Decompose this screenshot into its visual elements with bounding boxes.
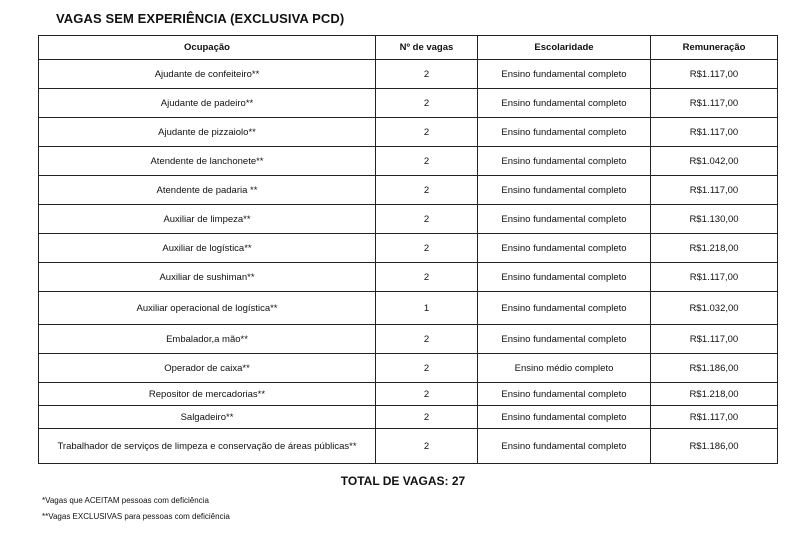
cell-ocupacao: Auxiliar de sushiman** (39, 263, 376, 292)
cell-ocupacao: Ajudante de confeiteiro** (39, 60, 376, 89)
cell-ocupacao: Auxiliar operacional de logística** (39, 292, 376, 325)
cell-vagas: 2 (376, 263, 478, 292)
cell-vagas: 2 (376, 406, 478, 429)
cell-remuneracao: R$1.186,00 (651, 429, 778, 464)
cell-escolaridade: Ensino fundamental completo (478, 234, 651, 263)
cell-ocupacao: Operador de caixa** (39, 354, 376, 383)
header-vagas: Nº de vagas (376, 36, 478, 60)
cell-vagas: 2 (376, 234, 478, 263)
cell-vagas: 2 (376, 147, 478, 176)
cell-ocupacao: Embalador,a mão** (39, 325, 376, 354)
cell-remuneracao: R$1.117,00 (651, 325, 778, 354)
cell-escolaridade: Ensino fundamental completo (478, 325, 651, 354)
cell-ocupacao: Auxiliar de logística** (39, 234, 376, 263)
vacancies-table (38, 35, 778, 464)
cell-vagas: 2 (376, 60, 478, 89)
cell-ocupacao: Salgadeiro** (39, 406, 376, 429)
cell-escolaridade: Ensino fundamental completo (478, 147, 651, 176)
page-title: VAGAS SEM EXPERIÊNCIA (EXCLUSIVA PCD) (56, 11, 345, 26)
cell-vagas: 2 (376, 176, 478, 205)
table-row (39, 292, 778, 325)
table-row (39, 60, 778, 89)
cell-ocupacao: Atendente de padaria ** (39, 176, 376, 205)
table-header-row (39, 36, 778, 60)
cell-remuneracao: R$1.117,00 (651, 176, 778, 205)
cell-escolaridade: Ensino fundamental completo (478, 89, 651, 118)
header-remuneracao: Remuneração (651, 36, 778, 60)
cell-remuneracao: R$1.218,00 (651, 234, 778, 263)
cell-remuneracao: R$1.117,00 (651, 118, 778, 147)
table-row (39, 429, 778, 464)
cell-remuneracao: R$1.032,00 (651, 292, 778, 325)
cell-vagas: 2 (376, 429, 478, 464)
cell-vagas: 2 (376, 383, 478, 406)
table-row (39, 147, 778, 176)
header-ocupacao: Ocupação (39, 36, 376, 60)
cell-ocupacao: Atendente de lanchonete** (39, 147, 376, 176)
cell-escolaridade: Ensino fundamental completo (478, 176, 651, 205)
cell-escolaridade: Ensino fundamental completo (478, 118, 651, 147)
cell-vagas: 2 (376, 205, 478, 234)
total-vacancies: TOTAL DE VAGAS: 27 (340, 474, 466, 488)
cell-escolaridade: Ensino fundamental completo (478, 205, 651, 234)
cell-escolaridade: Ensino fundamental completo (478, 429, 651, 464)
cell-remuneracao: R$1.186,00 (651, 354, 778, 383)
table-row (39, 263, 778, 292)
cell-vagas: 2 (376, 118, 478, 147)
cell-escolaridade: Ensino fundamental completo (478, 263, 651, 292)
table-row (39, 176, 778, 205)
cell-ocupacao: Trabalhador de serviços de limpeza e conservação de áreas públicas** (39, 429, 376, 464)
cell-vagas: 2 (376, 89, 478, 118)
footnote-aceitam: *Vagas que ACEITAM pessoas com deficiência (42, 496, 209, 505)
table-row (39, 406, 778, 429)
cell-remuneracao: R$1.042,00 (651, 147, 778, 176)
table-row (39, 118, 778, 147)
cell-remuneracao: R$1.130,00 (651, 205, 778, 234)
cell-escolaridade: Ensino fundamental completo (478, 406, 651, 429)
cell-escolaridade: Ensino médio completo (478, 354, 651, 383)
cell-ocupacao: Repositor de mercadorias** (39, 383, 376, 406)
table-row (39, 234, 778, 263)
cell-remuneracao: R$1.117,00 (651, 60, 778, 89)
cell-remuneracao: R$1.117,00 (651, 263, 778, 292)
cell-vagas: 2 (376, 325, 478, 354)
cell-escolaridade: Ensino fundamental completo (478, 383, 651, 406)
cell-ocupacao: Auxiliar de limpeza** (39, 205, 376, 234)
cell-vagas: 2 (376, 354, 478, 383)
table-row (39, 89, 778, 118)
cell-escolaridade: Ensino fundamental completo (478, 292, 651, 325)
cell-remuneracao: R$1.117,00 (651, 406, 778, 429)
table-row (39, 205, 778, 234)
header-escolaridade: Escolaridade (478, 36, 651, 60)
table-row (39, 383, 778, 406)
cell-vagas: 1 (376, 292, 478, 325)
cell-ocupacao: Ajudante de padeiro** (39, 89, 376, 118)
cell-ocupacao: Ajudante de pizzaiolo** (39, 118, 376, 147)
cell-remuneracao: R$1.218,00 (651, 383, 778, 406)
table-row (39, 325, 778, 354)
cell-escolaridade: Ensino fundamental completo (478, 60, 651, 89)
cell-remuneracao: R$1.117,00 (651, 89, 778, 118)
table-row (39, 354, 778, 383)
footnote-exclusivas: **Vagas EXCLUSIVAS para pessoas com deficiência (42, 512, 230, 521)
